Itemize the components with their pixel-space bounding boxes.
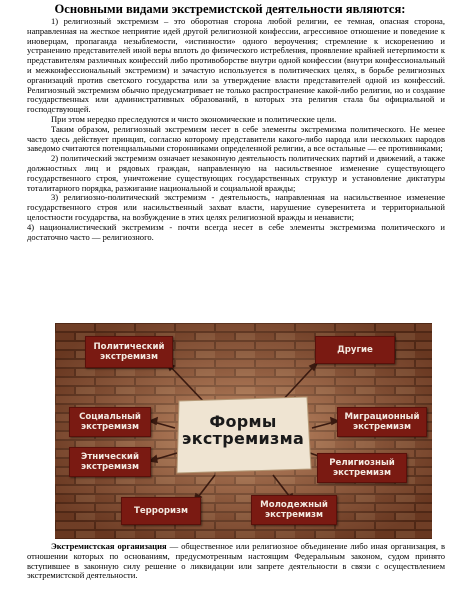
paragraph-goals: При этом нередко преследуются и чисто экономические и политические цели. bbox=[51, 113, 337, 124]
paragraph-religious-political: 3) религиозно-политический экстремизм - деятельность, направленная на насильственное изменение государственного строя или насильственный захват власти, нарушение суверенитета и территориальной целостности государства, на возбуждение в этих целях религиозной вражды и ненависти; bbox=[27, 192, 445, 222]
center-paper-card bbox=[173, 395, 313, 475]
page-title: Основными видами экстремистской деятельности являются: bbox=[54, 2, 406, 16]
definition-text: — общественное или религиозное объединение либо иная организация, в отношении которых по основаниям, предусмотренным настоящим Федеральным законом, судом принято вступившее в законную силу решение о ликвидации или запрете деятельности в связи с осуществлением экстремистской деятельности. bbox=[27, 541, 445, 581]
box-social-extremism: Социальный экстремизм bbox=[69, 407, 151, 437]
box-other: Другие bbox=[315, 336, 395, 364]
forms-of-extremism-infographic bbox=[55, 323, 432, 539]
body-text-bottom bbox=[27, 542, 445, 581]
center-title-line2: экстремизма bbox=[181, 429, 305, 448]
box-youth-extremism: Молодежный экстремизм bbox=[251, 495, 337, 525]
center-title-line1: Формы bbox=[209, 412, 277, 431]
paragraph-religious: 1) религиозный экстремизм – это оборотная сторона любой религии, ее темная, опасная сторона, направленная на жесткое неприятие идей другой религиозной конфессии, агрессивное отношение и поведение к иноверцам, пропаганда незыблемости, «истинности» одного вероучения; стремление к искоренению и устранению представителей иной веры вплоть до физического истребления, проявление крайней нетерпимости к представителям различных конфессий либо противоборстве внутри одной конфессии (внутри конфессиональный и межконфессиональный экстремизм) и зачастую используется в политических целях, в борьбе религиозных организаций против светского государства или за утверждение власти представителей одной из конфессий. Религиозный экстремизм обычно предусматривает не только распространение какой-либо религии, но и создание государственных или административных образований, в которых эта религия стала бы официальной и господствующей. bbox=[27, 16, 445, 115]
box-religious-extremism: Религиозный экстремизм bbox=[317, 453, 407, 483]
body-text-top bbox=[27, 17, 445, 242]
paragraph-thus: Таким образом, религиозный экстремизм несет в себе элементы экстремизма политического. Не менее часто здесь действует принцип, согласно которому представители какого-либо народа или нескольких народов заведомо считаются потенциальными сторонниками определенной религии, а все остальные — ее противниками; bbox=[27, 123, 445, 154]
box-migration-extremism: Миграционный экстремизм bbox=[337, 407, 427, 437]
box-political-extremism: Политический экстремизм bbox=[85, 336, 173, 368]
term-extremist-organization: Экстремистская организация bbox=[51, 541, 167, 551]
box-ethnic-extremism: Этнический экстремизм bbox=[69, 447, 151, 477]
box-terrorism: Терроризм bbox=[121, 497, 201, 525]
paragraph-nationalist: 4) националистический экстремизм - почти всегда несет в себе элементы экстремизма политического и достаточно часто — религиозного. bbox=[27, 221, 445, 242]
paragraph-organization-definition bbox=[27, 542, 445, 581]
center-title bbox=[173, 413, 313, 447]
paragraph-political: 2) политический экстремизм означает незаконную деятельность политических партий и движений, а также должностных лиц и рядовых граждан, направленную на насильственное изменение существующего государственного строя, уничтожение существующих государственных структур и установление диктатуры тоталитарного порядка, разжигание национальной и социальной вражды; bbox=[27, 153, 445, 193]
